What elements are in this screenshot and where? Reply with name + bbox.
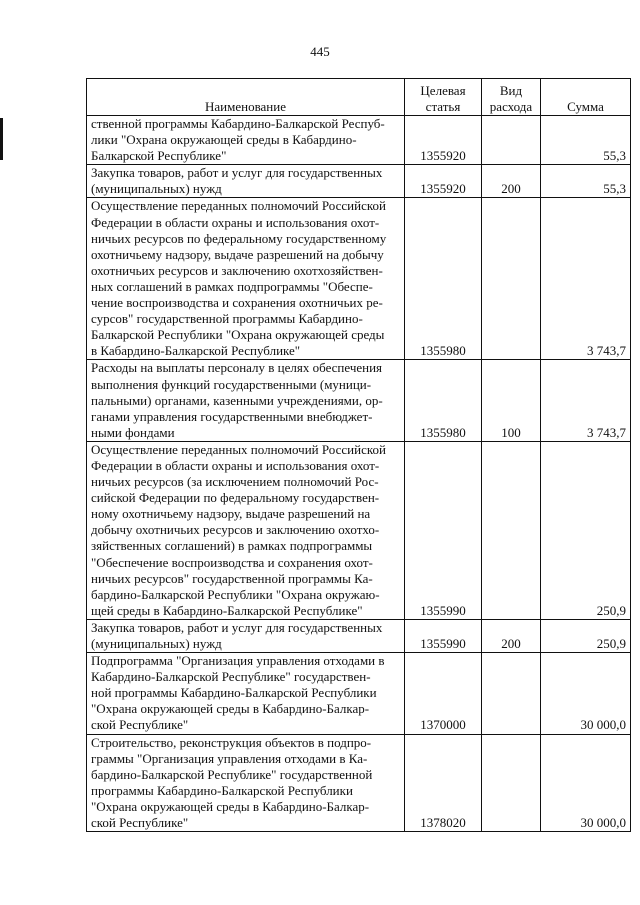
row-target-article: 1355980 [405, 198, 482, 360]
row-name-cell [87, 619, 405, 652]
row-name-line: "Охрана окружающей среды в Кабардино-Балкар- [91, 701, 370, 717]
row-expense-type [482, 198, 541, 360]
row-name-line: Кабардино-Балкарской Республике" государствен- [91, 669, 371, 685]
row-amount: 250,9 [541, 441, 631, 619]
row-name-line: охотничьих ресурсов и заключению охотхозяйствен- [91, 262, 383, 278]
scan-edge-mark [0, 118, 3, 160]
row-name-line: сурсов" государственной программы Кабардино- [91, 311, 363, 327]
row-amount: 3 743,7 [541, 360, 631, 441]
row-name-line: лики "Охрана окружающей среды в Кабардино- [91, 132, 357, 148]
header-code-line-2: статья [425, 98, 461, 114]
row-name-line: программы Кабардино-Балкарской Республики [91, 782, 353, 798]
table-row [87, 198, 631, 360]
row-name-line: ственной программы Кабардино-Балкарской Респуб- [91, 116, 385, 131]
row-amount: 55,3 [541, 165, 631, 198]
budget-table [86, 78, 631, 832]
row-name-line: сийской Федерации по федеральному государствен- [91, 490, 380, 506]
row-amount: 250,9 [541, 619, 631, 652]
row-target-article: 1370000 [405, 653, 482, 734]
row-name-line: ничьих ресурсов по федеральному государственному [91, 230, 387, 246]
row-name-line: Осуществление переданных полномочий Российской [91, 441, 386, 457]
row-name-line: выполнения функций государственными (муници- [91, 376, 372, 392]
row-expense-type: 200 [482, 619, 541, 652]
row-name-line: Закупка товаров, работ и услуг для государственных [91, 619, 383, 635]
row-name-line: Строительство, реконструкция объектов в подпро- [91, 734, 372, 750]
row-name-line: ничьих ресурсов" государственной программы Ка- [91, 570, 373, 586]
row-name-line: зяйственных соглашений) в рамках подпрограммы [91, 538, 373, 554]
row-target-article: 1378020 [405, 734, 482, 832]
row-name-line: бардино-Балкарской Республики "Охрана окружаю- [91, 586, 380, 602]
row-name-line: граммы "Организация управления отходами в Ка- [91, 750, 368, 766]
row-name-cell [87, 116, 405, 165]
table-row [87, 360, 631, 441]
row-name-cell [87, 165, 405, 198]
row-expense-type [482, 734, 541, 832]
row-name-cell [87, 198, 405, 360]
row-name-line: ных соглашений в рамках подпрограммы "Обеспе- [91, 278, 373, 294]
row-name-line: бардино-Балкарской Республике" государственной [91, 766, 373, 782]
header-sum: Сумма [541, 79, 631, 116]
row-target-article: 1355980 [405, 360, 482, 441]
row-target-article: 1355990 [405, 441, 482, 619]
table-body [87, 116, 631, 832]
row-name-line: (муниципальных) нужд [91, 181, 222, 197]
table-row [87, 619, 631, 652]
table-row [87, 116, 631, 165]
row-name-line: охотничьему надзору, выдаче разрешений на добычу [91, 246, 384, 262]
row-name-line: Закупка товаров, работ и услуг для государственных [91, 165, 383, 181]
header-kind-line-2: расхода [489, 98, 533, 114]
row-name-line: Балкарской Республике" [91, 148, 227, 164]
row-name-line: ганами управления государственными внебюджет- [91, 408, 373, 424]
row-name-line: ской Республике" [91, 717, 189, 733]
row-amount: 55,3 [541, 116, 631, 165]
row-name-line: Расходы на выплаты персоналу в целях обеспечения [91, 360, 383, 376]
row-amount: 3 743,7 [541, 198, 631, 360]
row-name-line: ному охотничьему надзору, выдаче разрешений на [91, 506, 371, 522]
header-kind-line-1: Вид [499, 82, 523, 98]
table-header-row [87, 79, 631, 116]
row-name-line: добычу охотничьих ресурсов и заключению охотхо- [91, 522, 380, 538]
row-name-line: пальными) органами, казенными учреждениями, ор- [91, 392, 383, 408]
row-name-line: "Охрана окружающей среды в Кабардино-Балкар- [91, 798, 370, 814]
row-name-cell [87, 441, 405, 619]
row-name-line: Подпрограмма "Организация управления отходами в [91, 653, 385, 669]
row-name-cell [87, 653, 405, 734]
row-name-line: Балкарской Республики "Охрана окружающей среды [91, 327, 385, 343]
row-name-line: (муниципальных) нужд [91, 636, 222, 651]
table-row [87, 165, 631, 198]
row-expense-type: 100 [482, 360, 541, 441]
table-row [87, 441, 631, 619]
row-name-line: чение воспроизводства и сохранения охотничьих ре- [91, 295, 383, 311]
row-name-line: Осуществление переданных полномочий Российской [91, 198, 386, 214]
header-code-line-1: Целевая [420, 82, 466, 98]
table-row [87, 653, 631, 734]
row-name-line: ничьих ресурсов (за исключением полномочий Рос- [91, 474, 379, 490]
row-name-line: ской Республике" [91, 815, 189, 831]
header-kind [482, 79, 541, 116]
row-name-line: в Кабардино-Балкарской Республике" [91, 343, 301, 359]
row-expense-type [482, 441, 541, 619]
row-name-line: щей среды в Кабардино-Балкарской Республике" [91, 602, 363, 618]
header-name: Наименование [87, 79, 405, 116]
row-target-article: 1355990 [405, 619, 482, 652]
row-name-line: ной программы Кабардино-Балкарской Республики [91, 685, 377, 701]
row-target-article: 1355920 [405, 165, 482, 198]
row-expense-type [482, 116, 541, 165]
row-name-cell [87, 734, 405, 832]
row-expense-type: 200 [482, 165, 541, 198]
page-number: 445 [310, 44, 330, 59]
row-amount: 30 000,0 [541, 653, 631, 734]
row-name-line: Федерации в области охраны и использования охот- [91, 214, 380, 230]
header-code [405, 79, 482, 116]
row-name-cell [87, 360, 405, 441]
table-row [87, 734, 631, 832]
row-amount: 30 000,0 [541, 734, 631, 832]
row-name-line: "Обеспечение воспроизводства и сохранения охот- [91, 554, 373, 570]
row-expense-type [482, 653, 541, 734]
row-target-article: 1355920 [405, 116, 482, 165]
row-name-line: ными фондами [91, 424, 175, 440]
row-name-line: Федерации в области охраны и использования охот- [91, 457, 380, 473]
